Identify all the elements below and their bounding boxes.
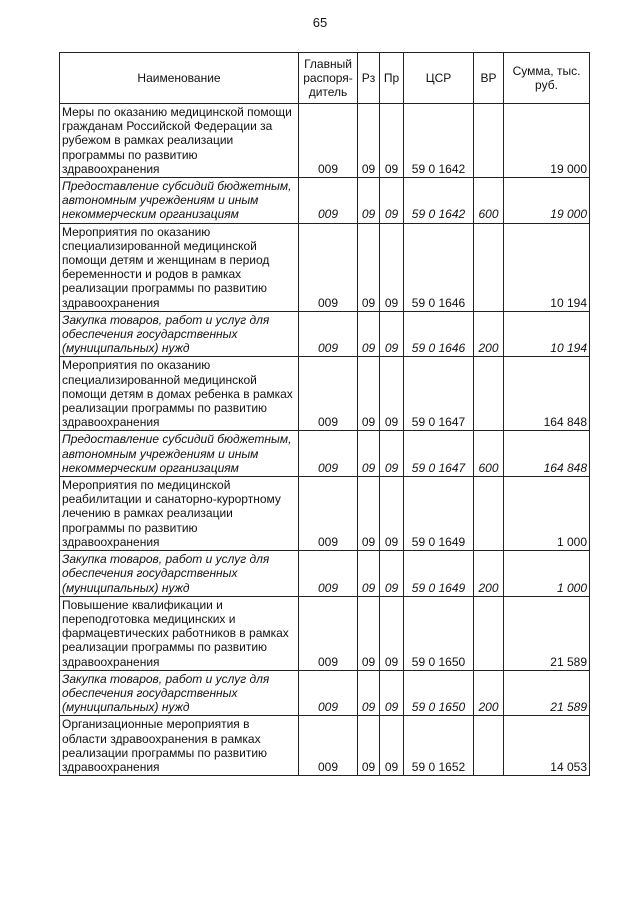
page-number: 65	[312, 15, 328, 30]
cell-name: Мероприятия по оказанию специализированной медицинской помощи детям в домах ребенка в рамках реализации программы по развитию здравоохранения	[60, 357, 299, 431]
cell-subsection: 09	[380, 431, 404, 477]
table-row	[60, 357, 590, 431]
cell-subsection: 09	[380, 223, 404, 311]
cell-name: Предоставление субсидий бюджетным, автономным учреждениям и иным некоммерческим организациям	[60, 178, 299, 224]
table-row	[60, 716, 590, 776]
cell-section: 09	[358, 596, 380, 670]
cell-section: 09	[358, 357, 380, 431]
cell-subsection: 09	[380, 596, 404, 670]
cell-target-article: 59 0 1650	[404, 670, 474, 716]
table-row	[60, 670, 590, 716]
cell-amount: 21 589	[504, 670, 590, 716]
cell-amount: 19 000	[504, 104, 590, 178]
cell-amount: 10 194	[504, 223, 590, 311]
cell-amount: 19 000	[504, 178, 590, 224]
col-header-subsection: Пр	[380, 53, 404, 104]
cell-section: 09	[358, 178, 380, 224]
col-header-amount: Сумма, тыс. руб.	[504, 53, 590, 104]
cell-name: Мероприятия по оказанию специализированной медицинской помощи детям и женщинам в период беременности и родов в рамках реализации программы по развитию здравоохранения	[60, 223, 299, 311]
cell-amount: 21 589	[504, 596, 590, 670]
cell-amount: 1 000	[504, 551, 590, 597]
cell-subsection: 09	[380, 716, 404, 776]
col-header-section: Рз	[358, 53, 380, 104]
cell-main-manager: 009	[299, 311, 358, 357]
cell-target-article: 59 0 1647	[404, 357, 474, 431]
cell-section: 09	[358, 670, 380, 716]
col-header-main-manager: Главный распоря-дитель	[299, 53, 358, 104]
cell-section: 09	[358, 431, 380, 477]
cell-main-manager: 009	[299, 551, 358, 597]
cell-expense-type	[474, 716, 504, 776]
col-header-name: Наименование	[60, 53, 299, 104]
cell-target-article: 59 0 1649	[404, 477, 474, 551]
cell-subsection: 09	[380, 477, 404, 551]
cell-target-article: 59 0 1650	[404, 596, 474, 670]
cell-subsection: 09	[380, 551, 404, 597]
cell-name: Предоставление субсидий бюджетным, автономным учреждениям и иным некоммерческим организациям	[60, 431, 299, 477]
cell-section: 09	[358, 223, 380, 311]
cell-main-manager: 009	[299, 431, 358, 477]
cell-name: Закупка товаров, работ и услуг для обеспечения государственных (муниципальных) нужд	[60, 670, 299, 716]
table-row	[60, 223, 590, 311]
cell-target-article: 59 0 1652	[404, 716, 474, 776]
cell-main-manager: 009	[299, 357, 358, 431]
table-row	[60, 551, 590, 597]
cell-subsection: 09	[380, 104, 404, 178]
table-row	[60, 104, 590, 178]
cell-amount: 1 000	[504, 477, 590, 551]
cell-section: 09	[358, 477, 380, 551]
cell-section: 09	[358, 311, 380, 357]
cell-subsection: 09	[380, 670, 404, 716]
cell-amount: 164 848	[504, 431, 590, 477]
cell-main-manager: 009	[299, 223, 358, 311]
cell-main-manager: 009	[299, 716, 358, 776]
table-row	[60, 477, 590, 551]
cell-main-manager: 009	[299, 178, 358, 224]
cell-expense-type: 200	[474, 551, 504, 597]
cell-main-manager: 009	[299, 104, 358, 178]
cell-amount: 14 053	[504, 716, 590, 776]
cell-subsection: 09	[380, 311, 404, 357]
cell-section: 09	[358, 716, 380, 776]
cell-name: Закупка товаров, работ и услуг для обеспечения государственных (муниципальных) нужд	[60, 311, 299, 357]
cell-amount: 10 194	[504, 311, 590, 357]
budget-table	[59, 52, 590, 776]
cell-name: Повышение квалификации и переподготовка медицинских и фармацевтических работников в рамках реализации программы по развитию здравоохранения	[60, 596, 299, 670]
cell-target-article: 59 0 1646	[404, 311, 474, 357]
cell-section: 09	[358, 551, 380, 597]
cell-target-article: 59 0 1647	[404, 431, 474, 477]
cell-main-manager: 009	[299, 670, 358, 716]
cell-name: Меры по оказанию медицинской помощи гражданам Российской Федерации за рубежом в рамках реализации программы по развитию здравоохранения	[60, 104, 299, 178]
table-row	[60, 596, 590, 670]
cell-target-article: 59 0 1642	[404, 178, 474, 224]
cell-expense-type	[474, 477, 504, 551]
table-row	[60, 311, 590, 357]
cell-name: Организационные мероприятия в области здравоохранения в рамках реализации программы по развитию здравоохранения	[60, 716, 299, 776]
table-row	[60, 431, 590, 477]
cell-main-manager: 009	[299, 477, 358, 551]
cell-amount: 164 848	[504, 357, 590, 431]
col-header-expense-type: ВР	[474, 53, 504, 104]
cell-subsection: 09	[380, 178, 404, 224]
cell-expense-type: 600	[474, 431, 504, 477]
cell-expense-type: 200	[474, 670, 504, 716]
cell-expense-type	[474, 104, 504, 178]
cell-name: Закупка товаров, работ и услуг для обеспечения государственных (муниципальных) нужд	[60, 551, 299, 597]
table-header-row	[60, 53, 590, 104]
cell-main-manager: 009	[299, 596, 358, 670]
cell-expense-type: 600	[474, 178, 504, 224]
cell-target-article: 59 0 1646	[404, 223, 474, 311]
table-row	[60, 178, 590, 224]
cell-expense-type: 200	[474, 311, 504, 357]
cell-target-article: 59 0 1649	[404, 551, 474, 597]
cell-target-article: 59 0 1642	[404, 104, 474, 178]
cell-expense-type	[474, 223, 504, 311]
cell-name: Мероприятия по медицинской реабилитации и санаторно-курортному лечению в рамках реализации программы по развитию здравоохранения	[60, 477, 299, 551]
cell-subsection: 09	[380, 357, 404, 431]
cell-expense-type	[474, 357, 504, 431]
cell-section: 09	[358, 104, 380, 178]
col-header-target-article: ЦСР	[404, 53, 474, 104]
cell-expense-type	[474, 596, 504, 670]
